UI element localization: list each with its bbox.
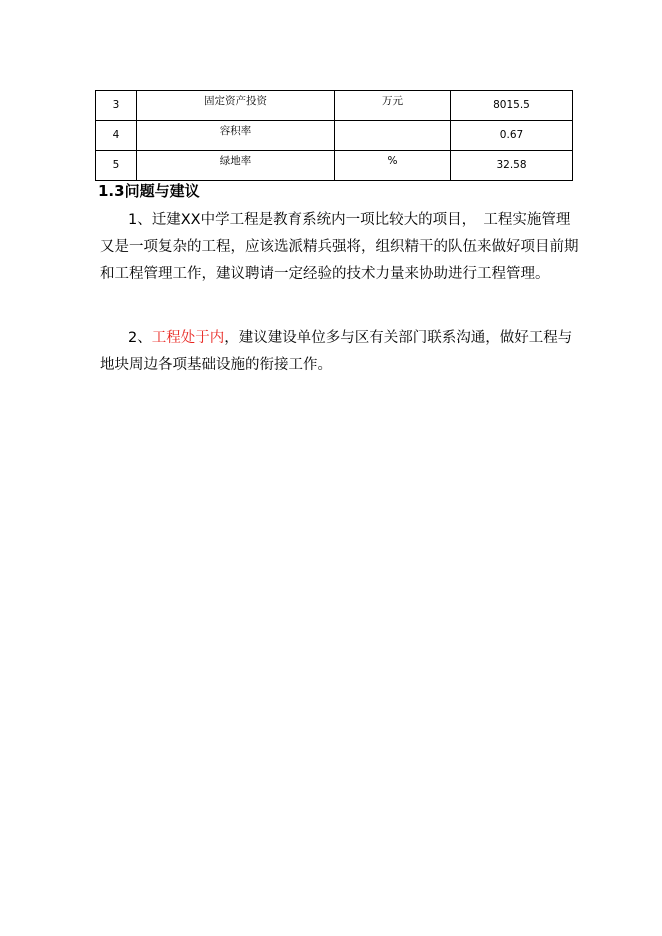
paragraph-2-prefix: 2、: [128, 330, 152, 346]
section-heading: 1.3问题与建议: [98, 182, 200, 200]
highlighted-text: 工程处于内: [151, 330, 225, 346]
item-name: 容积率: [137, 121, 335, 151]
item-name: 绿地率: [137, 151, 335, 181]
table-row: [96, 151, 573, 181]
paragraph-2: [100, 325, 580, 379]
row-number: 5: [96, 151, 137, 181]
table-row: [96, 121, 573, 151]
indicator-table: [95, 90, 573, 181]
item-unit: [335, 121, 451, 151]
item-name: 固定资产投资: [137, 91, 335, 121]
item-value: 8015.5: [451, 91, 573, 121]
item-value: 0.67: [451, 121, 573, 151]
table-row: [96, 91, 573, 121]
row-number: 3: [96, 91, 137, 121]
item-unit: %: [335, 151, 451, 181]
paragraph-2-rest: ，建议建设单位多与区有关部门联系沟通，做好工程与地块周边各项基础设施的衔接工作。: [100, 330, 573, 373]
paragraph-1: 1、迁建XX中学工程是教育系统内一项比较大的项目， 工程实施管理又是一项复杂的工程，应该选派精兵强将，组织精干的队伍来做好项目前期和工程管理工作，建议聘请一定经验的技术力量来协助进行工程管理。: [100, 212, 579, 282]
item-value: 32.58: [451, 151, 573, 181]
row-number: 4: [96, 121, 137, 151]
item-unit: 万元: [335, 91, 451, 121]
